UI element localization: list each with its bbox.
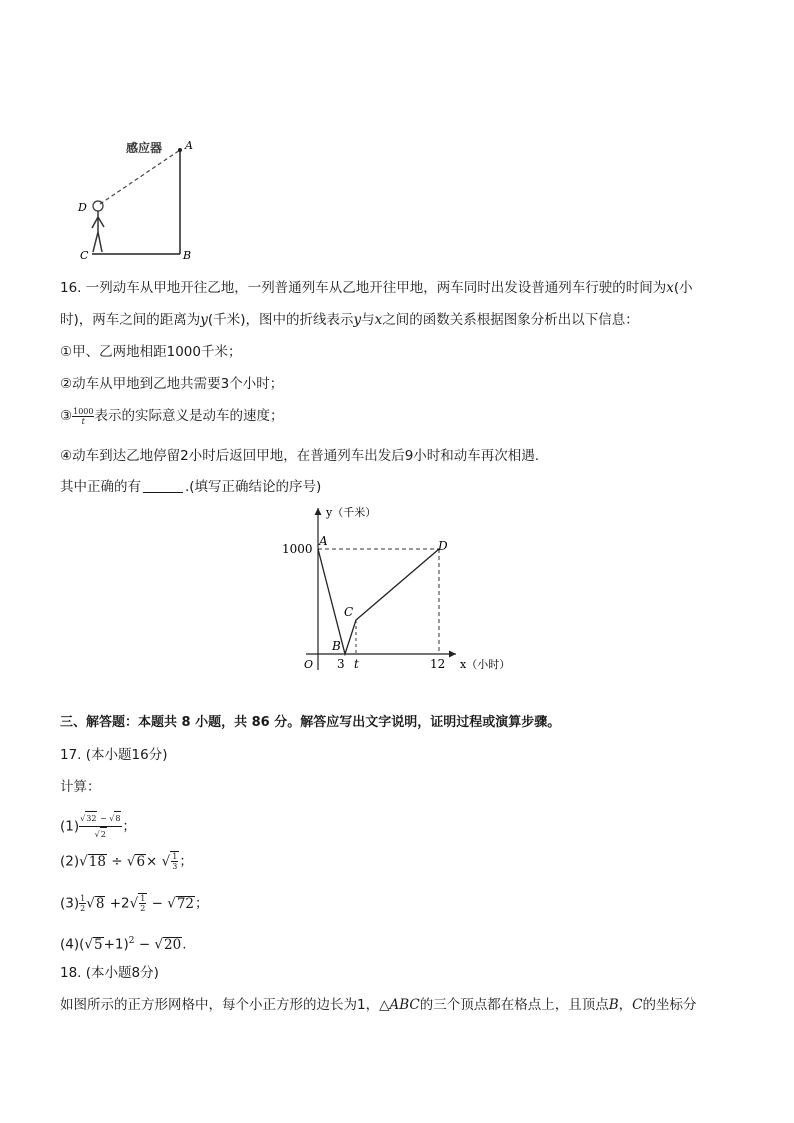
q16-item1: ①甲、乙两地相距1000千米； [60, 344, 242, 360]
graph-point-a: A [319, 534, 328, 548]
label-1000: 1000 [282, 542, 313, 556]
q17-title: 17. (本小题16分) [60, 747, 168, 763]
graph-point-c: C [344, 605, 354, 619]
person-body [92, 211, 104, 252]
origin-label: O [304, 658, 314, 671]
answer-blank[interactable] [143, 478, 183, 493]
q16-item2: ②动车从甲地到乙地共需要3个小时； [60, 376, 284, 392]
point-b-label: B [183, 249, 192, 262]
q17-intro: 计算： [60, 779, 101, 795]
q17-part1: (1) $\frac{√32 - √8}{√2}$ ； [60, 811, 136, 842]
q18-line1: 如图所示的正方形网格中，每个小正方形的边长为1，△ABC的三个顶点都在格点上，且顶点B，C的坐标分 [60, 997, 697, 1013]
y-axis-label: y（千米） [326, 506, 377, 519]
q16-line1: 16. 一列动车从甲地开往乙地，一列普通列车从乙地开往甲地，两车同时出发设普通列车行驶的时间为x(小 [60, 280, 693, 296]
sensor-ray [100, 150, 180, 204]
q16-item4: ④动车到达乙地停留2小时后返回甲地，在普通列车出发后9小时和动车再次相遇. [60, 448, 540, 464]
graph-point-d: D [438, 539, 448, 553]
sensor-label: 感应器 [126, 141, 163, 155]
tick-3: 3 [337, 657, 345, 671]
q16-item3: ③ $\frac{1000}{t}$ 表示的实际意义是动车的速度； [60, 406, 284, 426]
point-a-label: A [185, 139, 193, 152]
tick-t: t [354, 657, 359, 671]
q17-part2: (2)√18 ÷ √6× √ $\frac{1}{3}$ ； [60, 852, 193, 871]
tick-12: 12 [430, 657, 446, 671]
q18-title: 18. (本小题8分) [60, 965, 159, 981]
q16-answer: 其中正确的有 .(填写正确结论的序号) [60, 479, 322, 495]
sensor-figure [70, 132, 210, 262]
section-heading: 三、解答题：本题共 8 小题，共 86 分。解答应写出文字说明，证明过程或演算步骤。 [60, 715, 561, 730]
person-head [93, 201, 103, 211]
q16-line2: 时)，两车之间的距离为y(千米)，图中的折线表示y与x之间的函数关系根据图象分析出以下信息： [60, 312, 639, 328]
x-axis-label: x（小时） [460, 658, 511, 671]
graph-point-b: B [332, 639, 341, 653]
distance-time-graph [278, 500, 528, 680]
point-c-label: C [80, 249, 89, 262]
q17-part3: (3) $\frac{1}{2}$ √8 +2√ $\frac{1}{2}$ − √72； [60, 894, 209, 913]
q17-part4: $(4)(√5+1)^2 - √20$. [60, 936, 187, 953]
sensor-dot [178, 148, 182, 152]
point-d-label: D [78, 201, 87, 214]
